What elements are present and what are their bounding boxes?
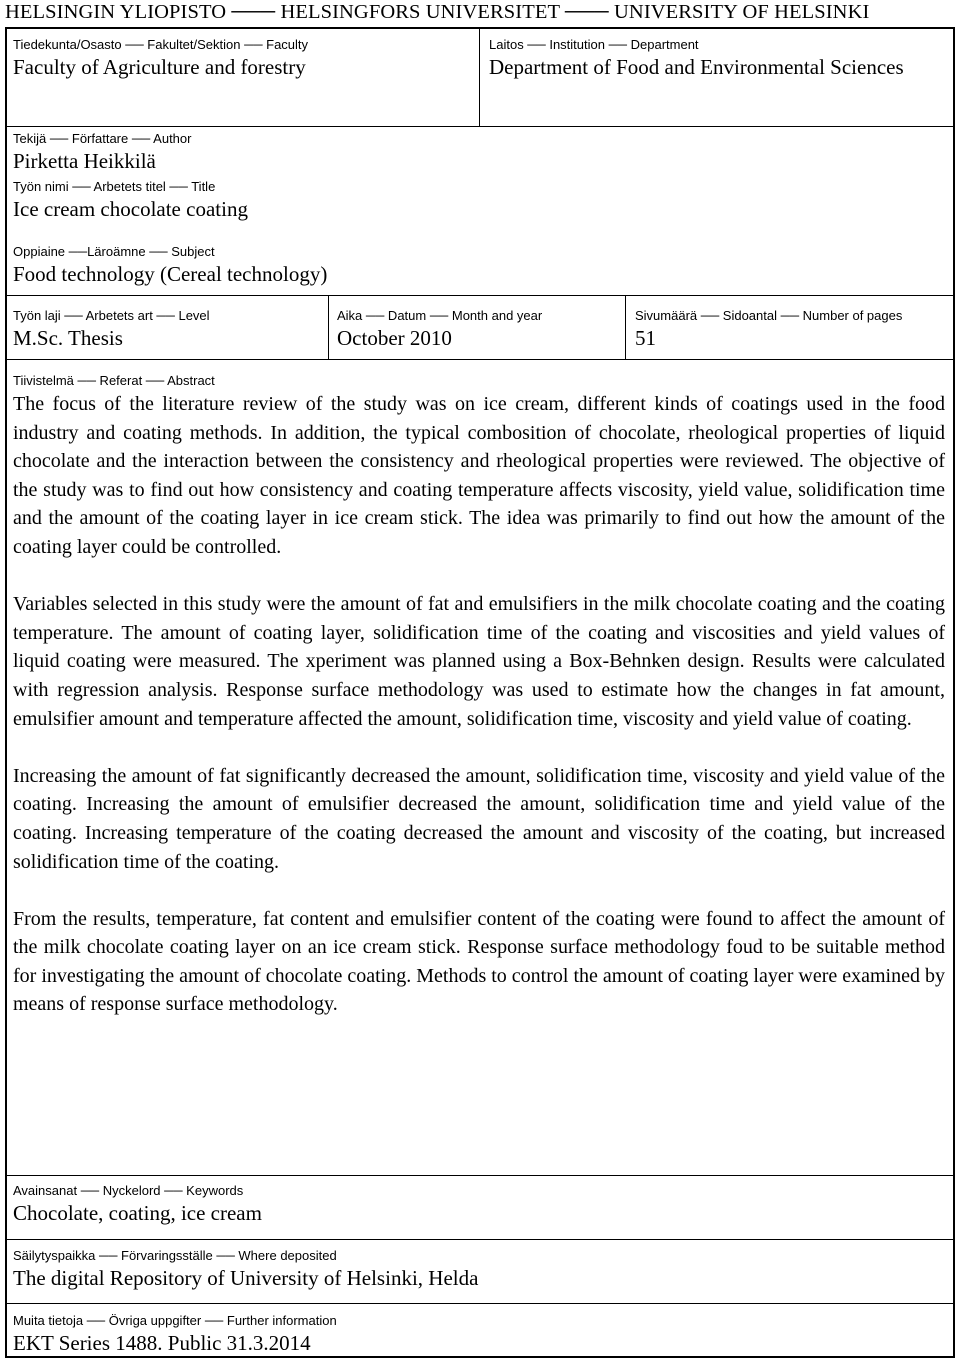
abstract-paragraph: From the results, temperature, fat content and emulsifier content of the coating were found to affect the amount of the milk chocolate coating layer on an ice cream stick. Response surface methodology foud to be suitable method for investigating the amount of chocolate coating. Methods to control the amount of coating layer were examined by means of response surface methodology. xyxy=(13,907,945,1016)
divider-line xyxy=(5,1175,955,1176)
pages-label: Sivumäärä ── Sidoantal ── Number of pages xyxy=(635,308,903,323)
subject-value: Food technology (Cereal technology) xyxy=(13,262,328,286)
abstract-label: Tiivistelmä ── Referat ── Abstract xyxy=(13,373,215,388)
divider-line xyxy=(5,1239,955,1240)
pages-value: 51 xyxy=(635,326,656,350)
title-label: Työn nimi ── Arbetets titel ── Title xyxy=(13,179,216,194)
further-info-field xyxy=(13,1313,933,1357)
abstract-paragraph: Variables selected in this study were the amount of fat and emulsifiers in the milk chocolate coating and the coating temperature. The amount of coating layer, solidification time of the coating and viscosities and yield values of liquid coating were measured. The xperiment was planned using a Box-Behnken design. Results were calculated with regression analysis. Response surface methodology was used to estimate how the changes in fat amount, emulsifier amount and temperature affected the amount, solidification time, viscosity and yield value of coating. xyxy=(13,593,945,730)
subject-field xyxy=(13,244,933,288)
level-value: M.Sc. Thesis xyxy=(13,326,123,350)
abstract-paragraph: The focus of the literature review of the study was on ice cream, different kinds of coatings used in the food industry and coating methods. In addition, the typical combosition of chocolate, rheological properties of liquid chocolate and the interaction between the consistency and rheological properties were reviewed. The objective of the study was to find out how consistency and coating temperature affects viscosity, yield value, solidification time and the amount of the coating layer in ice cream stick. The idea was primarily to find out how the amount of the coating layer could be controlled. xyxy=(13,393,945,558)
author-label: Tekijä ── Författare ── Author xyxy=(13,131,192,146)
pages-field xyxy=(635,308,950,352)
divider-line xyxy=(5,1303,955,1304)
date-field xyxy=(337,308,622,352)
divider-line xyxy=(328,295,329,359)
divider-line xyxy=(5,359,955,360)
subject-label: Oppiaine ──Läroämne ── Subject xyxy=(13,244,215,259)
date-label: Aika ── Datum ── Month and year xyxy=(337,308,543,323)
date-value: October 2010 xyxy=(337,326,452,350)
university-header: HELSINGIN YLIOPISTO ─── HELSINGFORS UNIVERSITET ─── UNIVERSITY OF HELSINKI xyxy=(5,1,870,23)
department-value: Department of Food and Environmental Sciences xyxy=(489,55,904,79)
level-label: Työn laji ── Arbetets art ── Level xyxy=(13,308,210,323)
deposited-label: Säilytyspaikka ── Förvaringsställe ── Where deposited xyxy=(13,1248,337,1263)
level-field xyxy=(13,308,323,352)
department-label: Laitos ── Institution ── Department xyxy=(489,37,699,52)
divider-line xyxy=(5,295,955,296)
abstract-label-cell xyxy=(13,373,933,389)
further-info-value: EKT Series 1488. Public 31.3.2014 xyxy=(13,1331,311,1355)
divider-line xyxy=(479,27,480,127)
faculty-field xyxy=(13,37,473,81)
divider-line xyxy=(5,126,955,127)
further-info-label: Muita tietoja ── Övriga uppgifter ── Further information xyxy=(13,1313,337,1328)
title-value: Ice cream chocolate coating xyxy=(13,197,248,221)
divider-line xyxy=(625,295,626,359)
abstract-body xyxy=(13,390,945,1019)
department-field xyxy=(489,37,939,81)
abstract-paragraph: Increasing the amount of fat significantly decreased the amount, solidification time, viscosity and yield value of the coating. Increasing the amount of emulsifier decreased the amount, solidification time and yield value of the coating. Increasing temperature of the coating decreased the amount and viscosity of the coating, but increased solidification time of the coating. xyxy=(13,764,945,873)
author-value: Pirketta Heikkilä xyxy=(13,149,156,173)
deposited-field xyxy=(13,1248,933,1292)
author-field xyxy=(13,131,933,175)
keywords-label: Avainsanat ── Nyckelord ── Keywords xyxy=(13,1183,244,1198)
faculty-value: Faculty of Agriculture and forestry xyxy=(13,55,306,79)
faculty-label: Tiedekunta/Osasto ── Fakultet/Sektion ── Faculty xyxy=(13,37,309,52)
keywords-value: Chocolate, coating, ice cream xyxy=(13,1201,262,1225)
title-field xyxy=(13,179,933,223)
deposited-value: The digital Repository of University of Helsinki, Helda xyxy=(13,1266,479,1290)
keywords-field xyxy=(13,1183,933,1227)
